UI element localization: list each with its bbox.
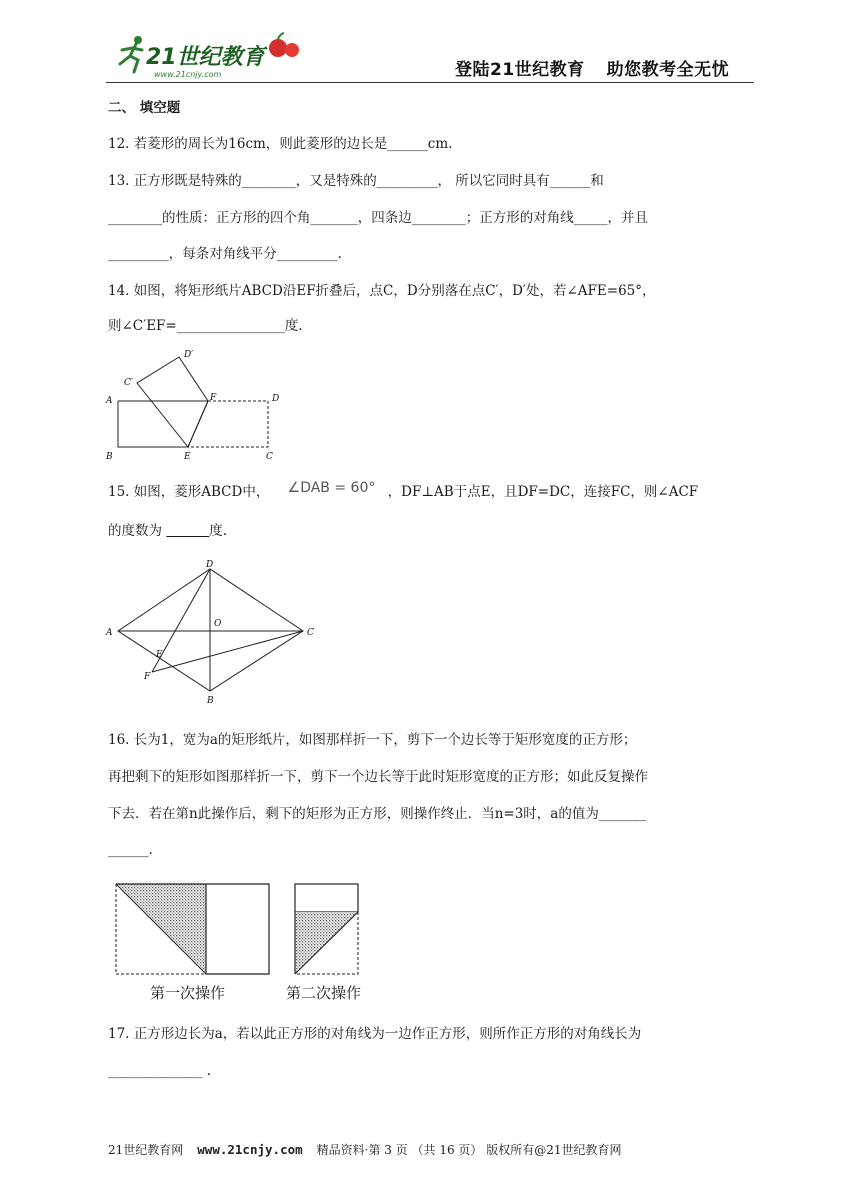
page-footer — [108, 1141, 622, 1158]
label-D-prime: D′ — [184, 350, 194, 360]
question-14-line-2: 则∠C′EF=________________度. — [108, 318, 303, 334]
question-14-line-1: 14. 如图，将矩形纸片ABCD沿EF折叠后，点C，D分别落在点C′，D′处，若∠AFE=65°， — [108, 283, 656, 299]
site-logo — [108, 30, 308, 80]
label-D: D — [206, 560, 214, 570]
label-D: D — [272, 394, 280, 404]
question-13-line-1: 13. 正方形既是特殊的________，又是特殊的_________， 所以它同时具有______和 — [108, 173, 604, 189]
q15-text-before: 15. 如图，菱形ABCD中， — [108, 484, 270, 500]
question-15-line-2 — [108, 521, 227, 541]
segment-FC — [152, 631, 303, 672]
logo-text: 21世纪教育 — [146, 45, 265, 70]
footer-right: 精品资料·第 3 页 （共 16 页） 版权所有@21世纪教育网 — [316, 1143, 622, 1157]
label-F: F — [144, 672, 151, 682]
apple-icon — [269, 33, 299, 57]
q15-text-after: ，DF⊥AB于点E，且DF=DC，连接FC，则∠ACF — [387, 484, 699, 500]
question-16-line-4: ______. — [108, 842, 153, 858]
slogan-left: 登陆21世纪教育 — [455, 60, 585, 80]
header-divider — [106, 82, 754, 83]
rect-dashed-edge — [188, 401, 268, 447]
q15-formula: ∠DAB = 60° — [287, 480, 376, 496]
question-17-line-1: 17. 正方形边长为a，若以此正方形的对角线为一边作正方形，则所作正方形的对角线长为 — [108, 1026, 642, 1042]
figure-q16-operations — [110, 878, 380, 980]
question-16-line-3: 下去．若在第n此操作后，剩下的矩形为正方形，则操作终止．当n=3时，a的值为_______ — [108, 806, 647, 822]
caption-second-operation: 第二次操作 — [286, 984, 362, 1002]
label-C: C — [266, 452, 273, 462]
figure-q14-folded-rectangle — [100, 345, 300, 465]
label-A: A — [106, 628, 113, 638]
question-16-line-1: 16. 长为1，宽为a的矩形纸片，如图那样折一下，剪下一个边长等于矩形宽度的正方形； — [108, 732, 637, 748]
caption-first-operation: 第一次操作 — [150, 984, 226, 1002]
question-15-line-1 — [108, 482, 698, 502]
question-13-line-3: _________，每条对角线平分_________. — [108, 246, 342, 262]
question-17-line-2: ______________ . — [108, 1063, 212, 1079]
section-title: 二、 填空题 — [108, 100, 181, 116]
runner-icon — [120, 36, 142, 72]
question-12: 12. 若菱形的周长为16cm，则此菱形的边长是______cm. — [108, 136, 453, 152]
rect-solid-edge — [118, 401, 188, 447]
q15-answer-blank — [166, 523, 209, 539]
header-slogan — [455, 55, 729, 80]
label-O: O — [214, 619, 222, 629]
fold-line-EF — [188, 401, 208, 447]
label-E: E — [156, 650, 163, 660]
label-A: A — [106, 396, 113, 406]
q15-line2-pre: 的度数为 — [108, 523, 167, 539]
second-operation-diagram — [295, 884, 358, 974]
label-F: F — [210, 393, 217, 403]
question-16-line-2: 再把剩下的矩形如图那样折一下，剪下一个边长等于此时矩形宽度的正方形；如此反复操作 — [108, 769, 648, 785]
logo-url: www.21cnjy.com — [154, 70, 222, 79]
q15-line2-post: 度. — [209, 523, 228, 539]
footer-left: 21世纪教育网 — [108, 1143, 184, 1157]
footer-url[interactable]: www.21cnjy.com — [197, 1142, 303, 1157]
label-B: B — [106, 452, 113, 462]
figure-q15-rhombus — [100, 555, 330, 705]
label-C-prime: C′ — [124, 378, 133, 388]
label-B: B — [207, 696, 214, 705]
label-C: C — [307, 628, 314, 638]
slogan-right: 助您教考全无忧 — [606, 60, 730, 80]
first-operation-diagram — [116, 884, 269, 974]
label-E: E — [184, 452, 191, 462]
folded-flap — [137, 357, 208, 447]
question-13-line-2: ________的性质：正方形的四个角_______，四条边________；正方形的对角线_____，并且 — [108, 210, 648, 226]
